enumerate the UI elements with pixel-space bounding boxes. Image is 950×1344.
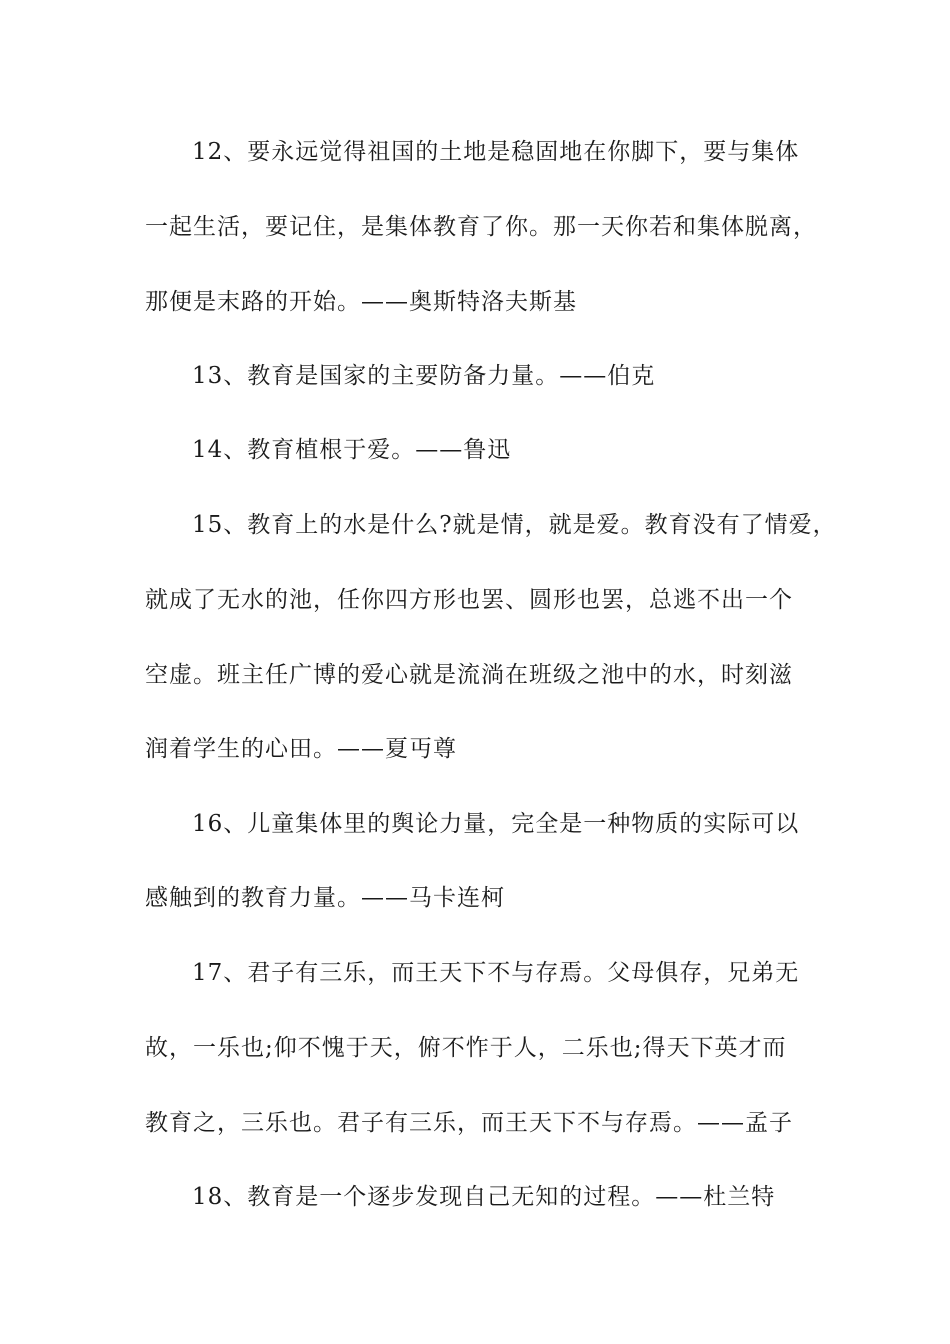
quote-15-line-3: 空虚。班主任广博的爱心就是流淌在班级之池中的水，时刻滋 (145, 662, 793, 688)
quote-14-line-1: 14、教育植根于爱。——鲁迅 (192, 437, 512, 463)
quote-15-line-1: 15、教育上的水是什么?就是情，就是爱。教育没有了情爱， (192, 512, 837, 538)
quote-18-line-1: 18、教育是一个逐步发现自己无知的过程。——杜兰特 (192, 1184, 776, 1210)
quote-16-line-1: 16、儿童集体里的舆论力量，完全是一种物质的实际可以 (192, 811, 800, 837)
quote-17-line-1: 17、君子有三乐，而王天下不与存焉。父母俱存，兄弟无 (192, 960, 800, 986)
quote-13-line-1: 13、教育是国家的主要防备力量。——伯克 (192, 363, 656, 389)
quote-12-line-1: 12、要永远觉得祖国的土地是稳固地在你脚下，要与集体 (192, 139, 800, 165)
quote-16-line-2: 感触到的教育力量。——马卡连柯 (145, 885, 505, 911)
quote-17-line-3: 教育之，三乐也。君子有三乐，而王天下不与存焉。——孟子 (145, 1110, 793, 1136)
quote-17-line-2: 故，一乐也;仰不愧于天，俯不怍于人，二乐也;得天下英才而 (145, 1035, 787, 1061)
quote-15-line-4: 润着学生的心田。——夏丏尊 (145, 736, 457, 762)
quote-12-line-2: 一起生活，要记住，是集体教育了你。那一天你若和集体脱离， (145, 214, 817, 240)
quote-12-line-3: 那便是末路的开始。——奥斯特洛夫斯基 (145, 289, 577, 315)
quote-15-line-2: 就成了无水的池，任你四方形也罢、圆形也罢，总逃不出一个 (145, 587, 793, 613)
